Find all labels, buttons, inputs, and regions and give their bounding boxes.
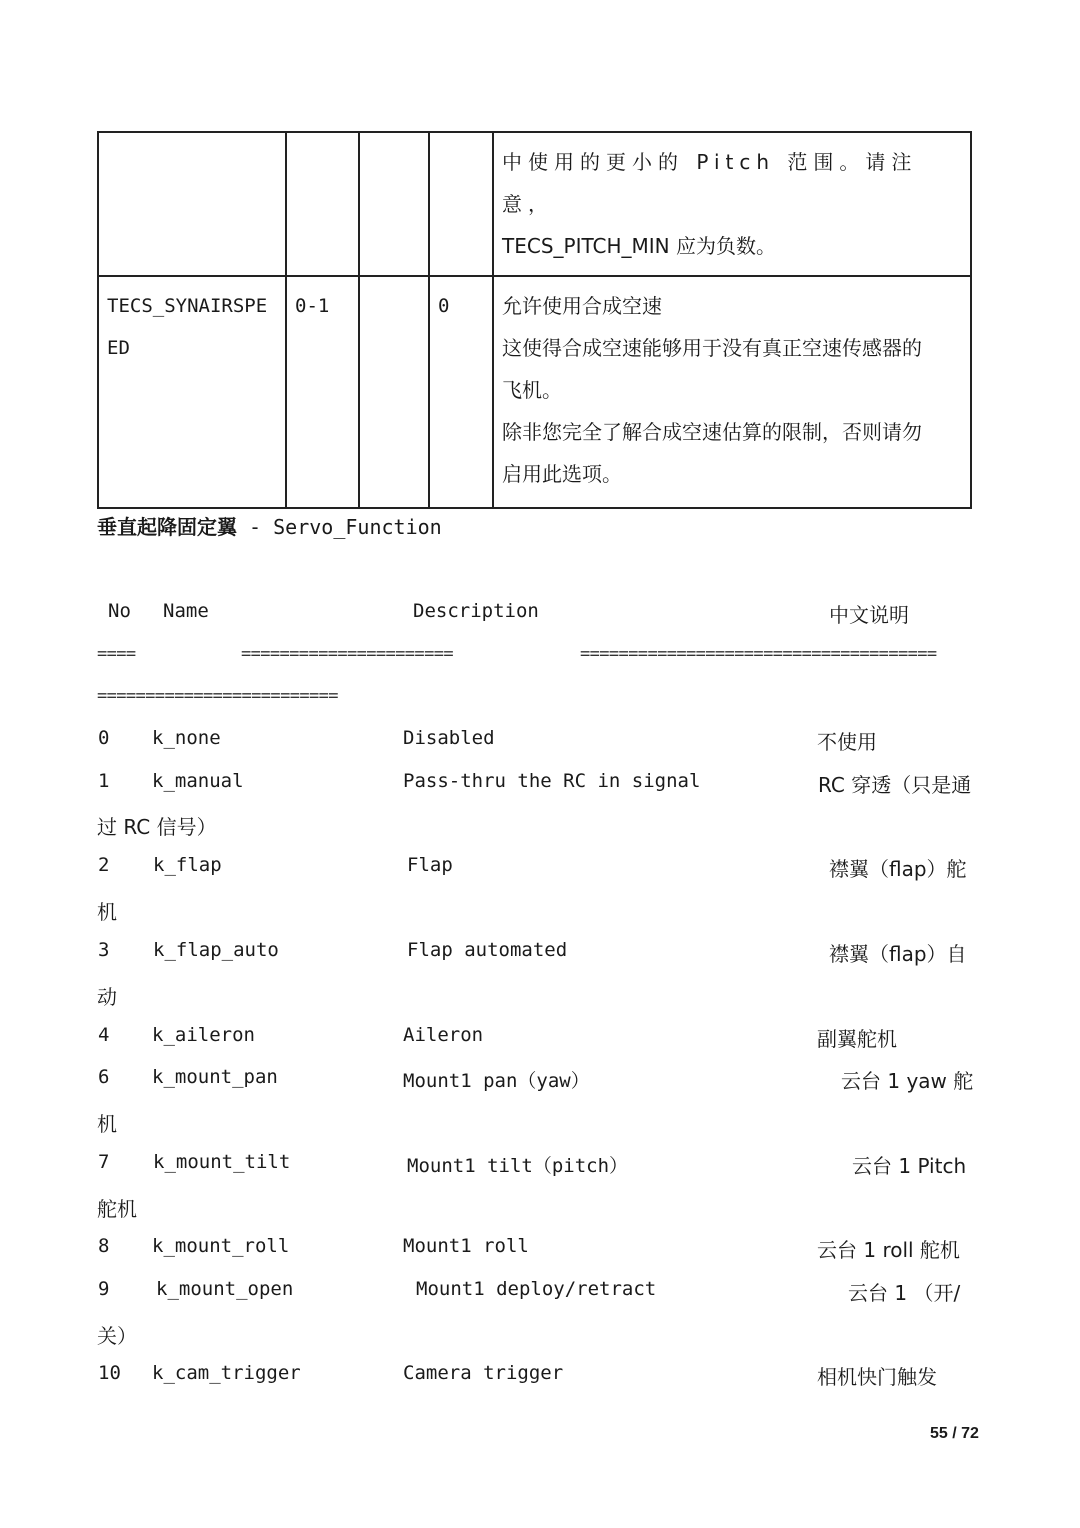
row-cn: 云台 1 Pitch <box>852 1154 967 1178</box>
row-cn: 云台 1 （开/ <box>848 1281 961 1305</box>
row-no: 8 <box>98 1235 110 1257</box>
row-cn: 不使用 <box>817 730 877 754</box>
row-name: k_mount_pan <box>152 1066 278 1088</box>
row-no: 9 <box>98 1278 110 1300</box>
param-description-cell <box>493 276 971 508</box>
column-header-no: No <box>108 600 131 622</box>
row-name: k_manual <box>152 770 244 792</box>
row-no: 4 <box>98 1024 110 1046</box>
row-cn-continued: 机 <box>97 1112 117 1136</box>
row-no: 3 <box>98 939 110 961</box>
description-line: 允许使用合成空速 <box>502 294 662 318</box>
row-name: k_aileron <box>152 1024 255 1046</box>
param-range-cell: 0-1 <box>286 276 359 508</box>
param-units-cell <box>359 132 429 276</box>
section-heading-cn: 垂直起降固定翼 <box>97 515 237 539</box>
description-line: 除非您完全了解合成空速估算的限制，否则请勿 <box>502 420 922 444</box>
row-cn: RC 穿透（只是通 <box>818 773 972 797</box>
row-cn-continued: 关） <box>97 1324 137 1348</box>
row-description: Mount1 pan（yaw） <box>403 1070 590 1092</box>
separator-description: ===================================== <box>580 644 937 664</box>
row-name: k_mount_tilt <box>153 1151 291 1173</box>
param-name-cell <box>98 132 286 276</box>
param-name-cell: TECS_SYNAIRSPEED <box>98 276 286 508</box>
param-default-cell <box>429 132 493 276</box>
section-heading-en: Servo_Function <box>273 515 442 539</box>
row-description: Camera trigger <box>403 1362 564 1384</box>
description-line: 这使得合成空速能够用于没有真正空速传感器的 <box>502 336 922 360</box>
row-name: k_mount_open <box>156 1278 294 1300</box>
param-default-cell: 0 <box>429 276 493 508</box>
row-cn-continued: 机 <box>97 900 117 924</box>
separator-no: ==== <box>97 644 136 664</box>
row-no: 10 <box>98 1362 121 1384</box>
parameter-table <box>97 131 972 509</box>
row-cn: 襟翼（flap）自 <box>829 942 967 966</box>
table-row <box>98 132 971 276</box>
row-cn: 副翼舵机 <box>817 1027 897 1051</box>
row-no: 6 <box>98 1066 110 1088</box>
column-header-name: Name <box>163 600 209 622</box>
row-no: 0 <box>98 727 110 749</box>
row-description: Flap <box>407 854 453 876</box>
page-number: 55 / 72 <box>930 1425 979 1442</box>
param-units-cell <box>359 276 429 508</box>
param-description-cell <box>493 132 971 276</box>
row-cn: 云台 1 yaw 舵 <box>841 1069 974 1093</box>
row-name: k_flap_auto <box>153 939 279 961</box>
row-cn: 相机快门触发 <box>817 1365 937 1389</box>
row-name: k_mount_roll <box>152 1235 290 1257</box>
separator-cn: ========================= <box>97 686 338 706</box>
row-cn-continued: 过 RC 信号） <box>97 815 217 839</box>
section-heading <box>97 511 442 540</box>
param-range-cell <box>286 132 359 276</box>
row-description: Pass-thru the RC in signal <box>403 770 701 792</box>
row-description: Mount1 deploy/retract <box>416 1278 657 1300</box>
section-heading-separator: - <box>237 515 274 539</box>
description-line: 启用此选项。 <box>502 462 622 486</box>
row-cn-continued: 动 <box>97 985 117 1009</box>
separator-name: ====================== <box>241 644 453 664</box>
table-row <box>98 276 971 508</box>
column-header-description: Description <box>413 600 539 622</box>
row-description: Disabled <box>403 727 495 749</box>
description-line: 飞机。 <box>502 378 562 402</box>
row-name: k_none <box>152 727 221 749</box>
column-header-cn: 中文说明 <box>829 603 909 627</box>
description-line: TECS_PITCH_MIN 应为负数。 <box>502 234 776 258</box>
row-no: 7 <box>98 1151 110 1173</box>
row-description: Flap automated <box>407 939 568 961</box>
row-description: Mount1 tilt（pitch） <box>407 1155 629 1177</box>
row-cn-continued: 舵机 <box>97 1197 137 1221</box>
row-description: Aileron <box>403 1024 484 1046</box>
row-cn: 云台 1 roll 舵机 <box>817 1238 960 1262</box>
row-name: k_cam_trigger <box>152 1362 301 1384</box>
row-description: Mount1 roll <box>403 1235 529 1257</box>
row-name: k_flap <box>153 854 222 876</box>
row-no: 1 <box>98 770 110 792</box>
row-cn: 襟翼（flap）舵 <box>829 857 967 881</box>
description-line: 中使用的更小的 Pitch 范围。请注意， <box>502 150 918 216</box>
row-no: 2 <box>98 854 110 876</box>
